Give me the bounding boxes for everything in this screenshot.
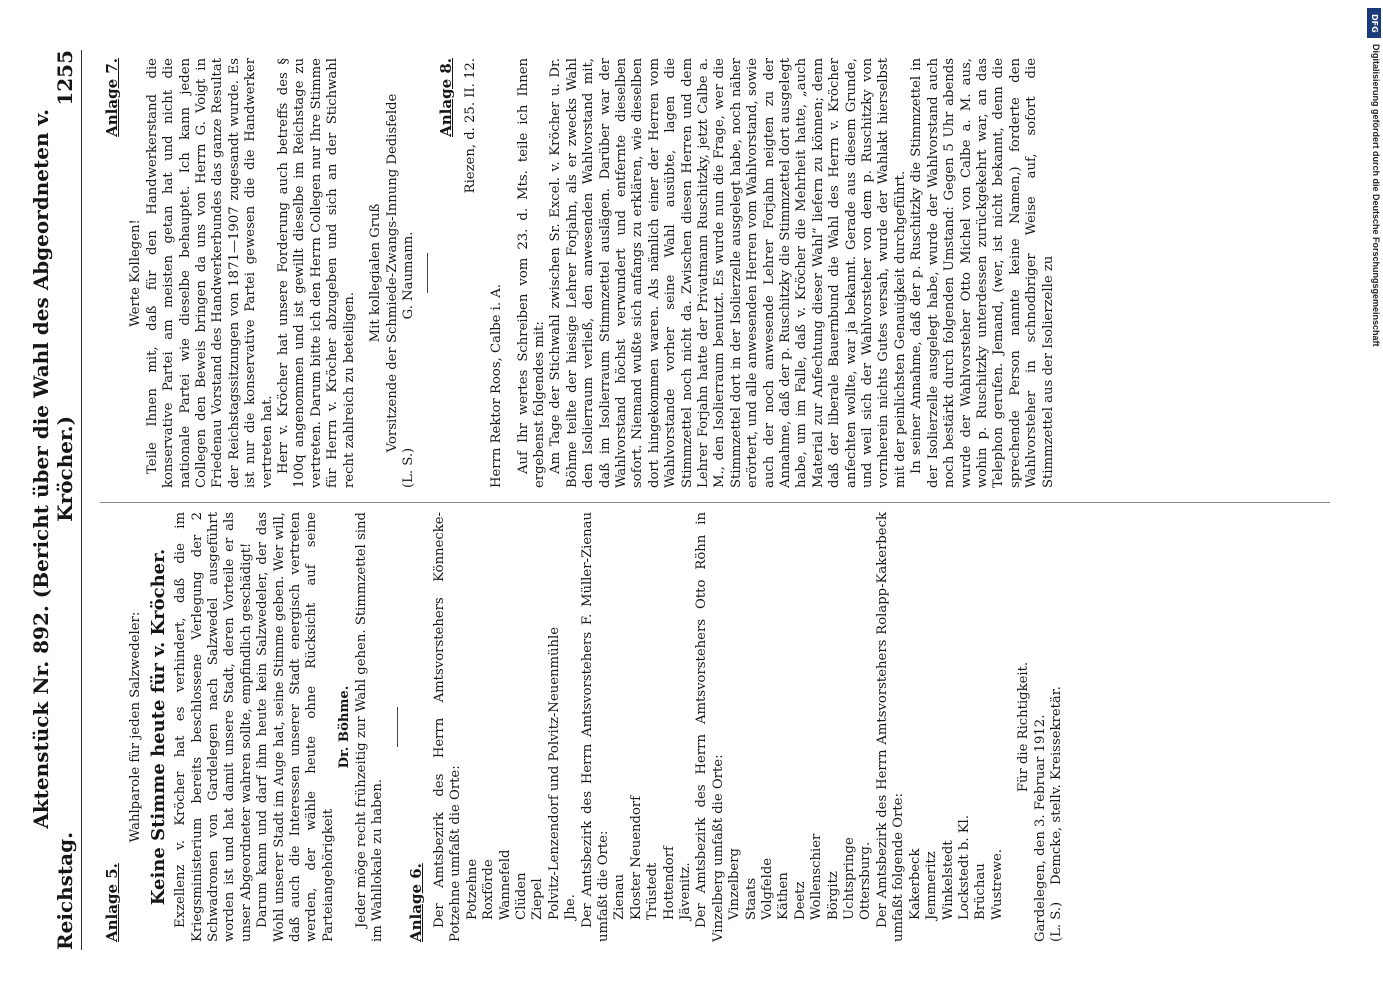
- spacer: [1006, 512, 1016, 942]
- headline: Keine Stimme heute für v. Kröcher.: [147, 548, 169, 906]
- letter-date: Riezen, d. 25. II. 12.: [462, 58, 478, 194]
- seal-signature-line: [1048, 512, 1064, 942]
- ort-datum: Gardelegen, den 3. Februar 1912.: [1032, 714, 1048, 942]
- bezirk-2-intro: Der Amtsbezirk des Herrn Amtsvorstehers F. Müller-Zienau umfaßt die Orte:: [579, 512, 611, 942]
- ort-item: Lockstedt b. Kl.: [956, 815, 972, 920]
- ort-item: Käthen: [775, 872, 791, 920]
- ort-item: Uchtspringe: [841, 837, 857, 920]
- ort-item: Kakerbeck: [907, 848, 923, 920]
- signature: Demcke, stellv. Kreissekretär.: [1048, 686, 1064, 886]
- divider-rule: [396, 707, 397, 747]
- greeting: Mit kollegialen Gruß: [367, 203, 383, 343]
- spacer: [479, 58, 489, 488]
- candidate-name: Dr. Böhme.: [336, 685, 352, 769]
- ort-item: Wollenschier: [808, 833, 824, 920]
- ort-item: Deetz: [792, 881, 808, 920]
- anl7-paragraph-2: Herr v. Kröcher hat unsere Forderung auch betreffs des § 100q angenommen und ist gewillt dieselbe im Reichstage zu vertreten. Darum bitte ich den Herrn Collegen nur Ihre Stimme für Herrn v. Kröcher abzugeben und sich an der Stichwahl recht zahlreich zu beteiligen.: [275, 58, 357, 488]
- ort-item: Wannefeld: [497, 849, 513, 920]
- column-divider: [100, 502, 1330, 503]
- chair-title: Vorsitzende der Schmiede-Zwangs-Innung Dedisfelde: [384, 93, 399, 453]
- document-page: [28, 50, 1342, 950]
- ort-item: Roxförde: [480, 859, 496, 920]
- anlage-8-label: Anlage 8.: [436, 58, 455, 137]
- page-number: 1255: [52, 50, 77, 106]
- ort-item: Kloster Neuendorf: [628, 795, 644, 920]
- anl8-paragraph-1: Am Tage der Stichwahl zwischen Sr. Excel. v. Kröcher u. Dr. Böhme teilte der hiesige Lehrer Forjahn, als er zwecks Wahl den Isolierraum verließ, den anwesenden Wahlvorstand mit, daß im Isolierraum Stimmzettel auslägen. Darüber war der Wahlvorstand höchst verwundert und entfernte dieselben sofort. Niemand wußte sich anfangs zu erklären, wie dieselben dort hingekommen waren. Als nämlich einer der Herren vom Wahlvorstande vorher seine Wahl ausübte, lagen die Stimmzettel noch nicht da. Zwischen diesen Herren und dem Lehrer Forjahn hatte der Privatmann Ruschitzky, jetzt Calbe a. M., den Isolierraum benutzt. Es wurde nun die Frage, wer die Stimmzettel dort in der Isolierzelle ausgelegt habe, noch näher erörtert, und alle anwesenden Herren vom Wahlvorstand, sowie auch der noch anwesende Lehrer Forjahn neigten zu der Annahme, daß der p. Ruschitzky die Stimmzettel dort ausgelegt habe, um im Falle, daß v. Kröcher die Mehrheit hatte, „auch Material zur Anfechtung dieser Wahl“ liefern zu können; denn daß der liberale Bauernbund die Wahl des Herrn v. Kröcher anfechten wollte, war ja bekannt. Gerade aus diesem Grunde, und weil sich der Wahlvorsteher von dem p. Ruschitzky von vornherein nichts Gutes versah, wurde der Wahlakt hierselbst mit der peinlichsten Genauigkeit durchgeführt.: [547, 58, 908, 488]
- ort-item: Clüden: [513, 872, 529, 920]
- ort-item: Brüchau: [972, 863, 988, 920]
- ort-item: Potzehne: [464, 858, 480, 920]
- signature: G. Naumann.: [400, 231, 416, 320]
- bezirk-4-intro: Der Amtsbezirk des Herrn Amtsvorstehers Rolapp-Kakerbeck umfaßt folgende Orte:: [874, 512, 906, 942]
- bezirk-3-list: [727, 512, 875, 942]
- anlage-5-label: Anlage 5.: [102, 863, 121, 942]
- letter-address: Herrn Rektor Roos, Calbe i. A.: [488, 284, 504, 488]
- dfg-logo: DFG: [1367, 8, 1381, 38]
- bezirk-3-intro: Der Amtsbezirk des Herrn Amtsvorstehers Otto Röhn in Vinzelberg umfaßt die Orte:: [693, 512, 726, 942]
- spacer: [358, 58, 368, 488]
- anl5-paragraph-3: Jeder möge recht frühzeitig zur Wahl gehen. Stimmzettel sind im Wahllokale zu haben.: [353, 512, 385, 942]
- right-column: [100, 58, 1057, 488]
- ort-item: Börgitz: [825, 871, 841, 920]
- ort-item: Hottendorf: [661, 846, 677, 920]
- ort-item: Vinzelberg: [726, 848, 742, 920]
- divider-rule: [427, 253, 428, 293]
- anl7-paragraph-1: Teile Ihnen mit, daß für den Handwerkerstand die konservative Partei am meisten getan hat und nicht die nationale Partei wie dieselbe behauptet. Ich kann jeden Collegen den Beweis bringen da uns von Herrn G. Voigt in Friedenau Vorstand des Handwerkerbundes das ganze Resultat der Reichstagssitzungen von 1871—1907 zugesandt wurde. Es ist nur die konservative Partei gewesen die die Handwerker vertreten hat.: [144, 58, 275, 488]
- ort-item: Zienau: [611, 873, 627, 920]
- ort-item: Wustrewe.: [989, 849, 1005, 920]
- bezirk-2-list: [612, 512, 694, 942]
- ort-item: Ottersburg.: [857, 841, 873, 920]
- ort-item: Jävenitz.: [677, 862, 693, 920]
- spacer: [505, 58, 515, 488]
- richtigkeit: Für die Richtigkeit.: [1015, 661, 1031, 793]
- salutation: Werte Kollegen!: [127, 219, 143, 327]
- header-left: Reichstag.: [52, 831, 77, 950]
- ort-item: Polvitz-Lenzendorf und Polvitz-Neuenmühle: [546, 626, 562, 920]
- bezirk-1-list: [464, 512, 579, 942]
- ort-item: Winkelstedt: [940, 840, 955, 920]
- bezirk-1-intro: Der Amtsbezirk des Herrn Amtsvorstehers Könnecke-Potzehne umfaßt die Orte:: [431, 512, 463, 942]
- anl8-paragraph-0: Auf Ihr wertes Schreiben vom 23. d. Mts. teile ich Ihnen ergebenst folgendes mit:: [515, 58, 547, 488]
- ort-item: Ziepel: [529, 878, 545, 920]
- ort-item: Jemmeritz: [923, 851, 939, 920]
- seal-mark: (L. S.): [1048, 901, 1064, 942]
- ort-item: Jhe.: [562, 894, 578, 920]
- dfg-side-note: [1365, 8, 1381, 988]
- header-title: Aktenstück Nr. 892. (Bericht über die Wahl des Abgeordneten v. Kröcher.): [28, 108, 77, 829]
- left-column: [100, 512, 1065, 942]
- anlage-7-label: Anlage 7.: [102, 58, 121, 137]
- dfg-credit-text: Digitalisierung gefördert durch die Deutsche Forschungsgemeinschaft: [1371, 44, 1381, 347]
- anl5-paragraph-2: Darum kann und darf ihm heute kein Salzwedeler, der das Wohl unserer Stadt im Auge hat, seine Stimme geben. Wer will, daß auch die Interessen unserer Stadt energisch vertreten werden, der wähle heute ohne Rücksicht auf seine Parteiangehörigkeit: [254, 512, 336, 942]
- page-header: [28, 50, 82, 950]
- anl8-paragraph-2: In seiner Annahme, daß der p. Ruschitzky die Stimmzettel in der Isolierzelle ausgelegt habe, wurde der Wahlvorstand auch noch bestärkt durch folgenden Umstand: Gegen 5 Uhr abends wurde der Wahlvorsteher Otto Michel von Calbe a. M. aus, wohin p. Ruschitzky unterdessen zurückgekehrt war, an das Telephon gerufen. Jemand, (wer, ist nicht bekannt, denn die sprechende Person nannte keine Namen,) forderte den Wahlvorsteher in schnodbriger Weise auf, sofort die Stimmzettel aus der Isolierzelle zu: [908, 58, 1056, 488]
- ort-item: Trüstedt: [644, 862, 660, 920]
- anl5-paragraph-1: Exzellenz v. Kröcher hat es verhindert, daß die im Kriegsministerium bereits beschlossene Verlegung der 2 Schwadronen von Gardelegen nach Salzwedel ausgeführt worden ist und hat damit unsere Stadt, deren Vorteile er als unser Abgeordneter wahren sollte, empfindlich geschädigt!: [172, 512, 254, 942]
- ort-item: Volgfelde: [759, 857, 775, 920]
- seal-signature-line: [400, 58, 416, 488]
- wahlparole: Wahlparole für jeden Salzwedeler:: [127, 611, 143, 843]
- bezirk-4-list: [907, 512, 1005, 942]
- anlage-6-label: Anlage 6.: [406, 863, 424, 942]
- seal-mark: (L. S.): [400, 447, 416, 488]
- ort-item: Staats: [743, 877, 759, 920]
